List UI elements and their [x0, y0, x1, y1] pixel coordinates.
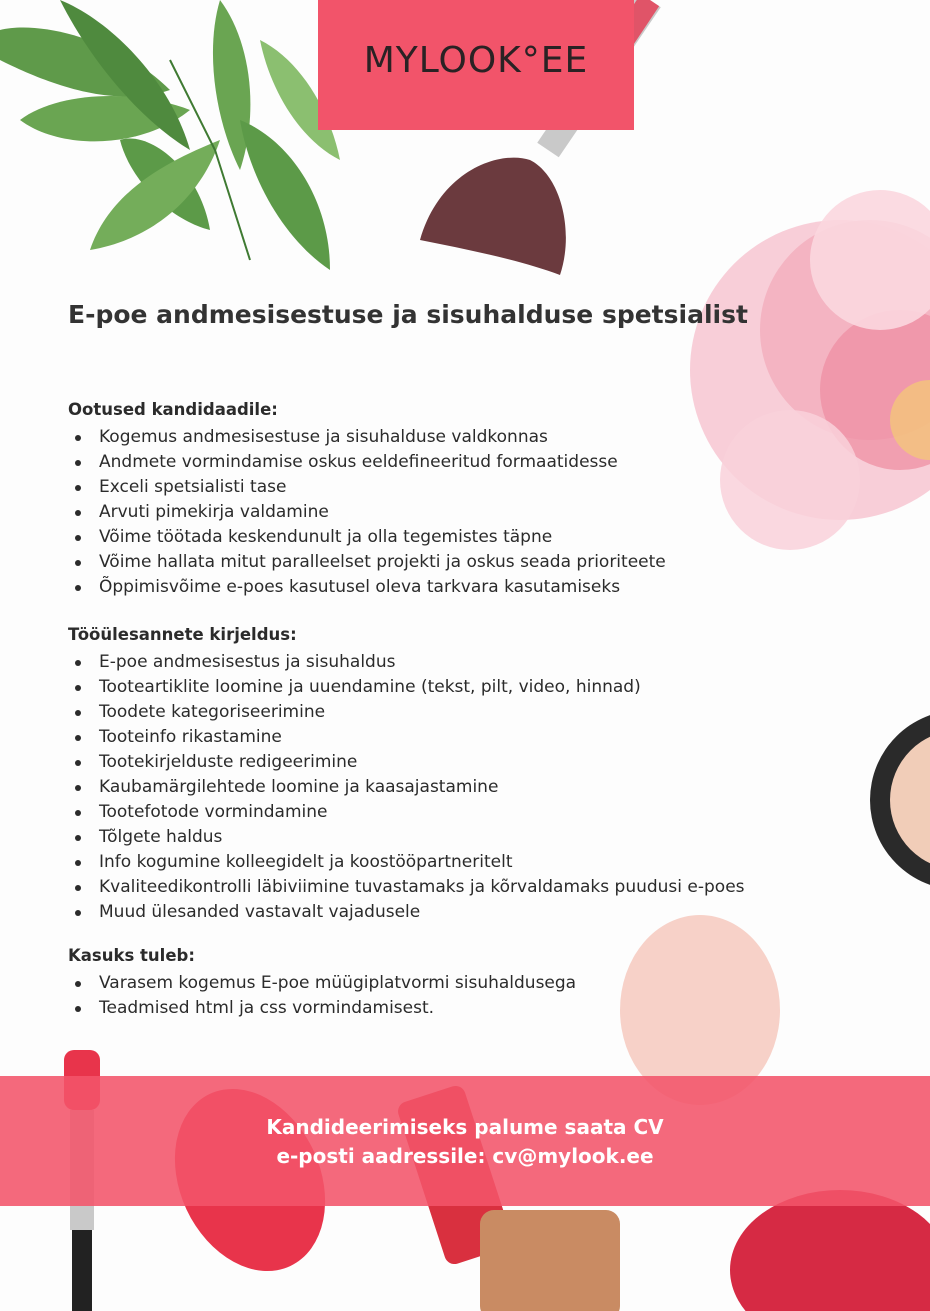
list-item: Kvaliteedikontrolli läbiviimine tuvastamaks ja kõrvaldamaks puudusi e-poes — [68, 875, 848, 900]
advantages-list — [68, 971, 848, 1021]
list-item: Tooteartiklite loomine ja uuendamine (tekst, pilt, video, hinnad) — [68, 675, 848, 700]
duties-list — [68, 650, 848, 925]
cta-text — [0, 1113, 930, 1171]
list-item: Muud ülesanded vastavalt vajadusele — [68, 900, 848, 925]
list-item: Teadmised html ja css vormindamisest. — [68, 996, 848, 1021]
list-item: Tooteinfo rikastamine — [68, 725, 848, 750]
list-item: Info kogumine kolleegidelt ja koostööpartneritelt — [68, 850, 848, 875]
list-item: Õppimisvõime e-poes kasutusel oleva tarkvara kasutamiseks — [68, 575, 848, 600]
section-heading: Kasuks tuleb: — [68, 946, 195, 965]
list-item: E-poe andmesisestus ja sisuhaldus — [68, 650, 848, 675]
list-item: Kogemus andmesisestuse ja sisuhalduse valdkonnas — [68, 425, 848, 450]
list-item: Exceli spetsialisti tase — [68, 475, 848, 500]
list-item: Tootekirjelduste redigeerimine — [68, 750, 848, 775]
requirements-section — [68, 399, 848, 600]
list-item: Kaubamärgilehtede loomine ja kaasajastamine — [68, 775, 848, 800]
cta-line-2[interactable]: e-posti aadressile: cv@mylook.ee — [276, 1144, 654, 1168]
section-heading: Ootused kandidaadile: — [68, 400, 278, 419]
list-item: Varasem kogemus E-poe müügiplatvormi sisuhaldusega — [68, 971, 848, 996]
compact-decoration — [870, 710, 930, 890]
list-item: Toodete kategoriseerimine — [68, 700, 848, 725]
list-item: Võime töötada keskendunult ja olla tegemistes täpne — [68, 525, 848, 550]
logo-banner — [318, 0, 634, 130]
advantages-section — [68, 945, 848, 1021]
duties-section — [68, 624, 848, 925]
logo: MYLOOK°EE — [363, 40, 589, 81]
job-title: E-poe andmesisestuse ja sisuhalduse spetsialist — [68, 300, 748, 329]
section-heading: Tööülesannete kirjeldus: — [68, 625, 297, 644]
list-item: Võime hallata mitut paralleelset projekti ja oskus seada prioriteete — [68, 550, 848, 575]
requirements-list — [68, 425, 848, 600]
list-item: Arvuti pimekirja valdamine — [68, 500, 848, 525]
cta-line-1: Kandideerimiseks palume saata CV — [266, 1115, 664, 1139]
list-item: Tõlgete haldus — [68, 825, 848, 850]
list-item: Andmete vormindamise oskus eeldefineeritud formaatidesse — [68, 450, 848, 475]
list-item: Tootefotode vormindamine — [68, 800, 848, 825]
leaves-decoration — [0, 0, 340, 270]
